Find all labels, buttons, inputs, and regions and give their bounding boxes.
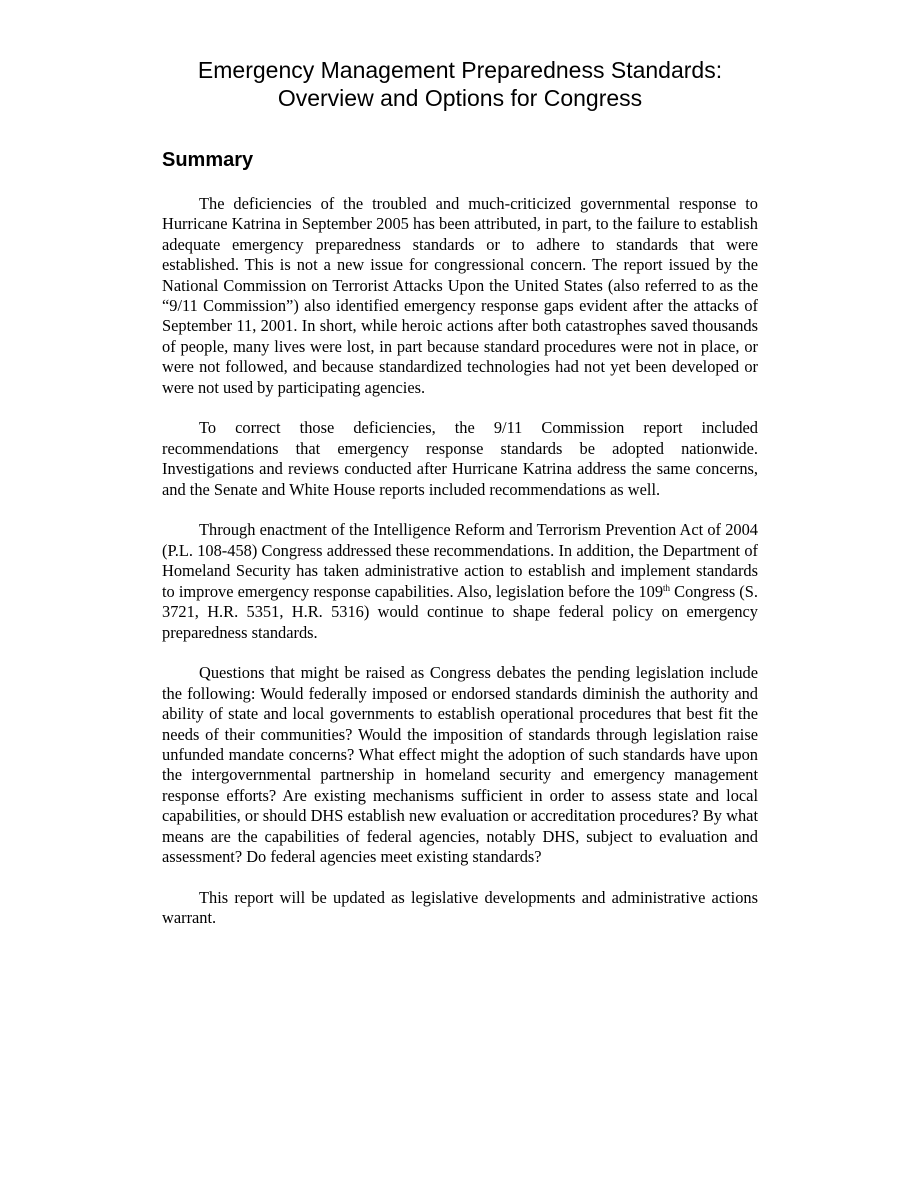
document-title <box>162 56 758 112</box>
summary-body <box>162 194 758 949</box>
paragraph-3-text-end: Congress (S. 3721, H.R. 5351, H.R. 5316) would continue to shape federal policy on emergency preparedness standards. <box>162 581 758 642</box>
paragraph-3-text-start: Through enactment of the Intelligence Reform and Terrorism Prevention Act of 2004 (P.L. 108-458) Congress addressed these recommendations. In addition, the Department of Homeland Security has taken administrative action to establish and implement standards to improve emergency response capabilities. Also, legislation before the 109 <box>162 520 758 601</box>
paragraph-5: This report will be updated as legislative developments and administrative actions warrant. <box>162 887 758 928</box>
paragraph-3 <box>162 520 758 642</box>
title-line-2: Overview and Options for Congress <box>277 85 643 111</box>
title-line-1: Emergency Management Preparedness Standards: <box>197 57 723 83</box>
paragraph-1: The deficiencies of the troubled and much-criticized governmental response to Hurricane Katrina in September 2005 has been attributed, in part, to the failure to establish adequate emergency preparedness standards or to adhere to standards that were established. This is not a new issue for congressional concern. The report issued by the National Commission on Terrorist Attacks Upon the United States (also referred to as the “9/11 Commission”) also identified emergency response gaps evident after the attacks of September 11, 2001. In short, while heroic actions after both catastrophes saved thousands of people, many lives were lost, in part because standard procedures were not in place, or were not followed, and because standardized technologies had not yet been developed or were not used by participating agencies. <box>162 194 758 397</box>
paragraph-2: To correct those deficiencies, the 9/11 Commission report included recommendations that emergency response standards be adopted nationwide. Investigations and reviews conducted after Hurricane Katrina address the same concerns, and the Senate and White House reports included recommendations as well. <box>162 418 758 499</box>
ordinal-superscript: th <box>663 582 671 593</box>
paragraph-4: Questions that might be raised as Congress debates the pending legislation include the following: Would federally imposed or endorsed standards diminish the authority and ability of state and local governments to establish operational procedures that best fit the needs of their communities? Would the imposition of standards through legislation raise unfunded mandate concerns? What effect might the adoption of such standards have upon the intergovernmental partnership in homeland security and emergency management response efforts? Are existing mechanisms sufficient in order to assess state and local capabilities, or should DHS establish new evaluation or accreditation procedures? By what means are the capabilities of federal agencies, notably DHS, subject to evaluation and assessment? Do federal agencies meet existing standards? <box>162 663 758 866</box>
section-heading-summary: Summary <box>162 149 254 171</box>
